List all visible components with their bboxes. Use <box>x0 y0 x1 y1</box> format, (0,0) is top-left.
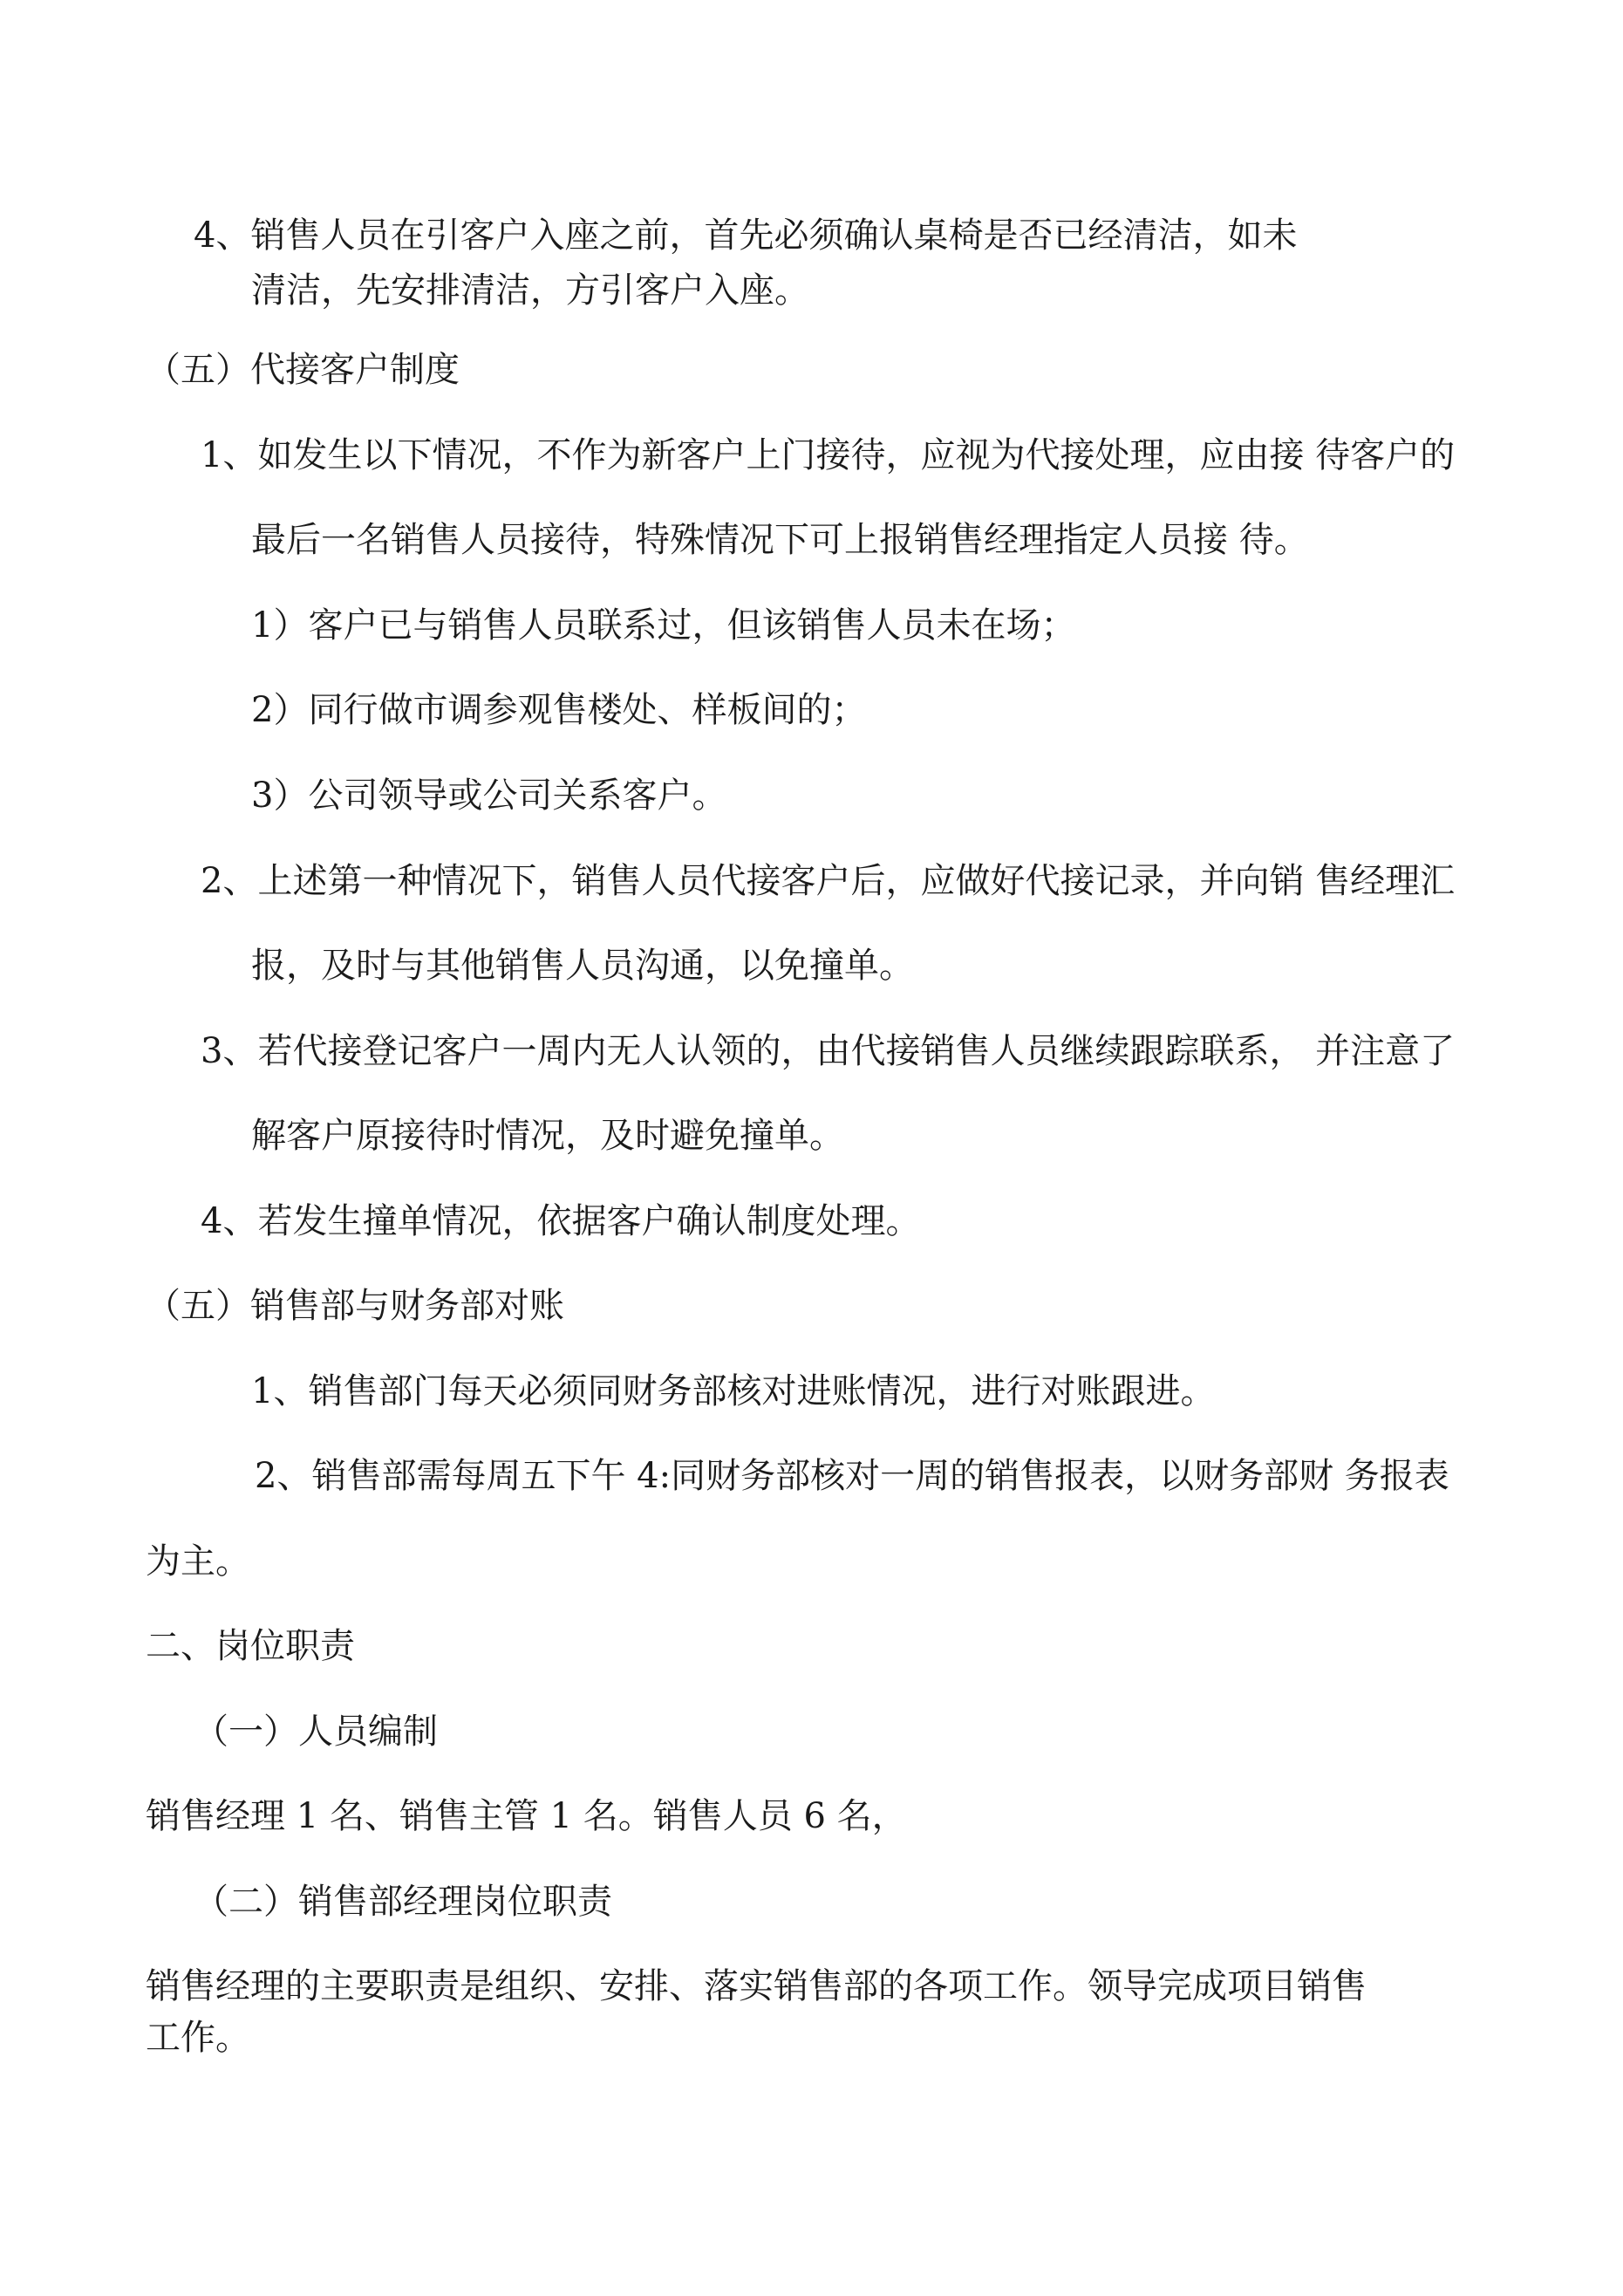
text-line-17: 为主。 <box>146 1541 250 1582</box>
text-line-11: 3、若代接登记客户一周内无人认领的，由代接销售人员继续跟踪联系， 并注意了 <box>201 1031 1456 1071</box>
list-item-2: 2）同行做市调参观售楼处、样板间的； <box>251 690 867 730</box>
text-line-13: 4、若发生撞单情况，依据客户确认制度处理。 <box>201 1201 921 1241</box>
text-line-4: 1、如发生以下情况，不作为新客户上门接待，应视为代接处理，应由接 待客户的 <box>201 435 1456 475</box>
list-item-3: 3）公司领导或公司关系客户。 <box>251 776 727 816</box>
list-item-1: 1）客户已与销售人员联系过，但该销售人员未在场； <box>251 605 1076 646</box>
text-line-9: 2、上述第一种情况下，销售人员代接客户后，应做好代接记录，并向销 售经理汇 <box>201 861 1456 901</box>
section-heading-daijie: （五）代接客户制度 <box>146 350 460 390</box>
section-heading-gangwei: 二、岗位职责 <box>146 1626 355 1666</box>
text-line-16: 2、销售部需每周五下午 4:同财务部核对一周的销售报表，以财务部财 务报表 <box>255 1456 1449 1496</box>
subheading-renyuan: （一）人员编制 <box>194 1712 438 1752</box>
text-line-2: 清洁，先安排清洁，方引客户入座。 <box>251 270 809 311</box>
text-line-1: 4、销售人员在引客户入座之前，首先必须确认桌椅是否已经清洁，如未 <box>194 215 1298 256</box>
subheading-jingli: （二）销售部经理岗位职责 <box>194 1882 612 1922</box>
text-line-15: 1、销售部门每天必须同财务部核对进账情况，进行对账跟进。 <box>251 1371 1216 1411</box>
text-line-10: 报，及时与其他销售人员沟通，以免撞单。 <box>251 946 914 986</box>
text-line-23: 工作。 <box>146 2018 250 2058</box>
text-line-20: 销售经理 1 名、销售主管 1 名。销售人员 6 名， <box>146 1796 907 1836</box>
text-line-12: 解客户原接待时情况，及时避免撞单。 <box>251 1116 844 1156</box>
text-line-22: 销售经理的主要职责是组织、安排、落实销售部的各项工作。领导完成项目销售 <box>146 1966 1367 2006</box>
section-heading-duizhang: （五）销售部与财务部对账 <box>146 1286 564 1326</box>
text-line-5: 最后一名销售人员接待，特殊情况下可上报销售经理指定人员接 待。 <box>251 520 1309 560</box>
